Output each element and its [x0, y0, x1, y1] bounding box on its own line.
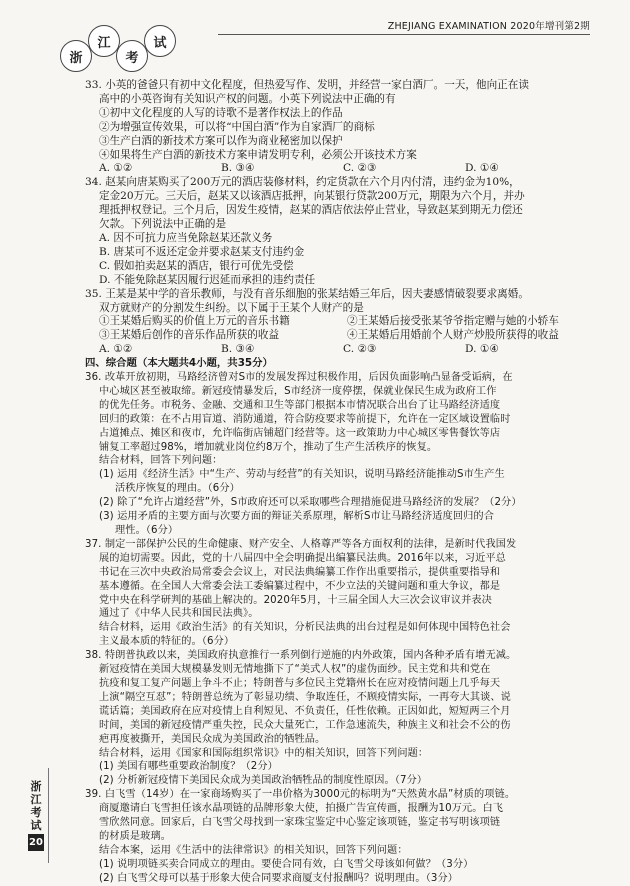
question-text: 展的迫切需要。因此，党的十八届四中全会明确提出编纂民法典。2016年以来，习近平总: [99, 552, 506, 564]
statement: ②王某婚后接受张某爷爷指定赠与她的小轿车: [347, 315, 559, 328]
option-a: A. 因不可抗力应当免除赵某还款义务: [99, 231, 273, 244]
answer-options: [85, 162, 590, 176]
journal-logo-stamp: 试: [144, 25, 176, 57]
question-37: [85, 538, 590, 649]
question-text: 党中央在科学研判的基础上解决的。2020年5月，十三届全国人大三次会议审议并表决: [99, 594, 492, 606]
sub-question: (2) 白飞雪父母可以基于形象大使合同要求商厦支付报酬吗？说明理由。（3分）: [99, 872, 459, 884]
sub-question: (3) 运用矛盾的主要方面与次要方面的辩证关系原理，解析S市让马路经济适度回归的合: [99, 511, 494, 523]
header-divider: [218, 34, 590, 35]
statement: ③王某婚后创作的音乐作品所获的收益: [99, 329, 280, 342]
option-d: D. ①④: [465, 162, 499, 175]
journal-logo-stamp: 考: [116, 40, 148, 72]
option-a: A. ①②: [99, 162, 133, 175]
question-prompt: 结合材料，运用《政治生活》的有关知识，分析民法典的出台过程是如何体现中国特色社会: [99, 622, 511, 634]
question-text: 谎话篇；美国政府在应对疫情上自利短见、不负责任，任性依赖。正因如此，短短两三个月: [99, 705, 511, 717]
question-text: 雪欣然同意。回家后，白飞雪父母找到一家珠宝鉴定中心鉴定该项链，鉴定书写明该项链: [99, 817, 501, 829]
statement: ④如果将生产白酒的新技术方案申请发明专利，必须公开该技术方案: [99, 148, 417, 161]
sub-question: (1) 运用《经济生活》中“生产、劳动与经营”的有关知识，说明马路经济能推动S市生产生: [99, 469, 505, 481]
side-tab: [28, 780, 44, 851]
statement-row: [85, 329, 590, 343]
question-text: 新冠疫情在美国大规模暴发则无情地撕下了“美式人权”的虚伪面纱。民主党和共和党在: [99, 664, 491, 676]
side-label-char: 试: [30, 819, 42, 832]
question-text: 高中的小英咨询有关知识产权的问题。小英下列说法中正确的有: [99, 92, 396, 105]
question-text: 疤再度被撕开，美国民众成为美国政治的牺牲品。: [99, 733, 326, 745]
statement: ①王某婚后购买的价值上万元的音乐书籍: [99, 315, 290, 328]
option-b: B. ③④: [221, 162, 255, 175]
sub-question: 理性。（6分）: [115, 525, 179, 536]
question-text: 理抵押权登记。三个月后，因发生疫情，赵某的酒店依法停止营业，导致赵某到期无力偿还: [99, 204, 523, 217]
question-text: 33. 小英的爸爸只有初中文化程度，但热爱写作、发明，并经营一家白酒厂。一天，他向正在读: [85, 79, 529, 91]
question-prompt: 结合材料，运用《国家和国际组织常识》中的相关知识，回答下列问题：: [99, 747, 429, 759]
question-text: 铺复工率超过98%，增加就业岗位约8万个，推动了生产生活秩序的恢复。: [99, 441, 438, 453]
option-d: D. ①④: [465, 343, 499, 356]
question-text: 书记在三次中央政治局常委会会议上，对民法典编纂工作作出重要指示，提供重要指导和: [99, 566, 501, 578]
sub-question: (1) 说明项链买卖合同成立的理由。要使合同有效，白飞雪父母该如何做？（3分）: [99, 858, 474, 870]
question-text: 通过了《中华人民共和国民法典》。: [99, 608, 259, 620]
page-header: [0, 0, 630, 78]
question-text: 39. 白飞雪（14岁）在一家商场购买了一串价格为3000元的标明为“天然黄水晶”材质的项链。: [85, 789, 516, 801]
journal-logo-stamp: 浙: [60, 40, 92, 72]
question-text: 中心城区甚至被取缔。新冠疫情暴发后，S市经济一度停摆，保就业保民生成为政府工作: [99, 385, 497, 397]
journal-logo-stamp: 江: [88, 25, 120, 57]
question-text: 的优先任务。市税务、金融、交通和卫生等部门根据本市情况联合出台了让马路经济适度: [99, 399, 501, 411]
option-d: D. 不能免除赵某因履行迟延而承担的违约责任: [99, 273, 316, 286]
side-label-char: 浙: [30, 780, 42, 793]
statement: ①初中文化程度的人写的诗歌不是著作权法上的作品: [99, 106, 343, 119]
sub-question: (2) 除了“允许占道经营”外，S市政府还可以采取哪些合理措施促进马路经济的发展？（2分）: [99, 497, 522, 509]
statement: ④王某婚后用婚前个人财产炒股所获得的收益: [347, 329, 559, 342]
question-text: 时间，美国的新冠疫情严重失控，民众大量死亡，工作急速流失，种族主义和社会不公的伤: [99, 719, 511, 731]
question-text: 36. 改革开放初期，马路经济曾对S市的发展发挥过积极作用，后因负面影响凸显备受诟病，在: [85, 372, 513, 384]
question-text: 的材质是玻璃。: [99, 830, 172, 842]
question-text: 双方就财产的分割发生纠纷。以下属于王某个人财产的是: [99, 301, 364, 314]
option-c: C. ②③: [343, 343, 377, 356]
question-36: [85, 371, 590, 538]
question-content: [85, 79, 590, 886]
question-prompt: 结合材料，回答下列问题：: [99, 455, 223, 467]
option-c: C. 假如拍卖赵某的酒店，银行可优先受偿: [99, 259, 294, 272]
question-text: 上演“隔空互怼”；特朗普总统为了彰显功绩、争取连任，不顾疫情实际，一再夸大其谈、说: [99, 691, 511, 703]
question-text: 基本遵循。在全国人大常委会法工委编纂过程中，不少立法的关键问题和重大争议，都是: [99, 580, 501, 592]
question-text: 商厦邀请白飞雪担任该水晶项链的品牌形象大使，拍摄广告宣传画，报酬为10万元。白飞: [99, 803, 504, 815]
section-heading: 四、综合题（本大题共4小题，共35分）: [85, 357, 273, 370]
question-text: 37. 制定一部保护公民的生命健康、财产安全、人格尊严等各方面权利的法律，是新时代我国发: [85, 538, 517, 550]
question-text: 34. 赵某向唐某购买了200万元的酒店装修材料，约定货款在六个月内付清，违约金为10%，: [85, 176, 520, 189]
question-text: 抗疫和复工复产问题上争斗不止；特朗普与多位民主党籍州长在应对疫情问题上几乎每天: [99, 677, 501, 689]
answer-options: [85, 343, 590, 357]
statement-row: [85, 315, 590, 329]
sub-question: (2) 分析新冠疫情下美国民众成为美国政治牺牲品的制度性原因。（7分）: [99, 775, 428, 787]
option-c: C. ②③: [343, 162, 377, 175]
page-number: 20: [28, 834, 44, 851]
sub-question: (1) 美国有哪些重要政治制度？（2分）: [99, 761, 278, 773]
question-38: [85, 649, 590, 788]
question-prompt: 结合本案，运用《生活中的法律常识》的相关知识，回答下列问题：: [99, 844, 408, 856]
statement: ②为增强宣传效果，可以将“中国白酒”作为自家酒厂的商标: [99, 120, 375, 133]
question-35: [85, 288, 590, 358]
option-b: B. 唐某可不返还定金并要求赵某支付违约金: [99, 245, 305, 258]
question-text: 38. 特朗普执政以来，美国政府执意推行一系列倒行逆施的内外政策，国内各种矛盾有增无减。: [85, 650, 517, 662]
question-prompt: 主义最本质的特征的。（6分）: [99, 636, 235, 648]
option-a: A. ①②: [99, 343, 133, 356]
question-text: 定金20万元。三天后，赵某又以该酒店抵押，向某银行贷款200万元，期限为六个月，并办: [99, 190, 525, 203]
question-text: 35. 王某是某中学的音乐教师，与没有音乐细胞的张某结婚三年后，因夫妻感情破裂要求离婚。: [85, 287, 529, 300]
statement: ③生产白酒的新技术方案可以作为商业秘密加以保护: [99, 134, 343, 147]
side-label-char: 江: [30, 793, 42, 806]
question-34: [85, 176, 590, 287]
sub-question: 活秩序恢复的理由。（6分）: [115, 483, 240, 495]
side-divider: [48, 768, 49, 863]
side-label-char: 考: [30, 806, 42, 819]
journal-title: ZHEJIANG EXAMINATION 2020年增刊第2期: [387, 21, 590, 32]
question-text: 占道摊点、摊区和夜市，允许临街店铺超门经营等。这一政策助力中心城区零售餐饮等店: [99, 427, 501, 439]
question-text: 回归的政策：在不占用盲道、消防通道，符合防疫要求等前提下，允许在一定区域设置临时: [99, 413, 511, 425]
question-text: 欠款。下列说法中正确的是: [99, 218, 227, 231]
question-39: [85, 788, 590, 885]
question-33: [85, 79, 590, 176]
option-b: B. ③④: [221, 343, 255, 356]
